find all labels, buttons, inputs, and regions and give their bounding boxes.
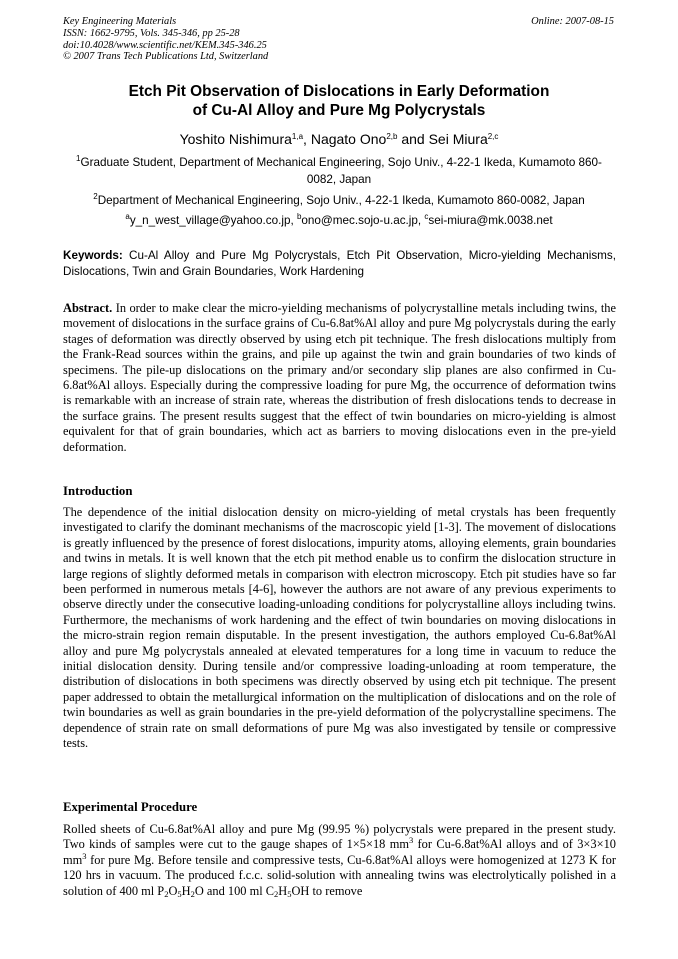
journal-metadata — [63, 16, 268, 63]
email-mark: b — [296, 212, 302, 221]
subscript: 5 — [177, 888, 182, 899]
text-run: for pure Mg. Before tensile and compressive tests, Cu-6.8at%Al alloys were homogenized at 1273 K for 120 hrs in vacuum. The produced f.c.c. solid-solution with annealing twins was electrolytically polished in a solution of 400 ml P — [63, 852, 616, 898]
author-affil-mark: 2,c — [487, 132, 499, 141]
author-affil-mark: 1,a — [291, 132, 304, 141]
title-line-2: of Cu-Al Alloy and Pure Mg Polycrystals — [192, 102, 486, 119]
paper-title — [63, 82, 615, 120]
affiliation-2 — [63, 192, 615, 209]
text-run: for Cu-6.8at%Al alloys and of 3×3×10 mm — [63, 837, 616, 867]
superscript: 3 — [82, 850, 87, 861]
email-link[interactable]: y_n_west_village@yahoo.co.jp — [129, 214, 291, 227]
email-link[interactable]: sei-miura@mk.0038.net — [428, 214, 553, 227]
affiliation-1 — [63, 154, 615, 188]
keywords-text: Cu-Al Alloy and Pure Mg Polycrystals, Etch Pit Observation, Micro-yielding Mechanisms, Dislocations, Twin and Grain Boundaries, Work Hardening — [63, 249, 616, 278]
abstract-label: Abstract. — [63, 301, 113, 315]
author-separator: and — [397, 131, 429, 147]
journal-name: Key Engineering Materials — [63, 16, 177, 27]
keywords-label: Keywords: — [63, 249, 123, 262]
author-name: Sei Miura — [428, 131, 488, 147]
title-line-1: Etch Pit Observation of Dislocations in Early Deformation — [128, 83, 550, 100]
affiliation-text: Department of Mechanical Engineering, Sojo Univ., 4-22-1 Ikeda, Kumamoto 860-0082, Japan — [97, 194, 585, 207]
abstract — [63, 301, 616, 455]
email-separator: , — [290, 214, 297, 227]
online-date: Online: 2007-08-15 — [531, 16, 614, 27]
author-affil-mark: 2,b — [386, 132, 398, 141]
subscript: 2 — [164, 888, 169, 899]
abstract-text: In order to make clear the micro-yielding mechanisms of polycrystalline metals including twins, the movement of dislocations in the surface grains of Cu-6.8at%Al alloy and pure Mg polycrystals during the early stages of deformation was directly observed by using etch pit technique. The fresh dislocations multiply from the Frank-Read sources within the grains, and pile up against the twin and grain boundaries of two kinds of specimens. The pile-up dislocations on the primary and/or secondary slip planes are also confirmed in Cu-6.8at%Al alloys. Especially during the compressive loading for pure Mg, the occurrence of deformation twins is remarkable with an increase of strain rate, whereas the distribution of fresh dislocations tends to decrease in the surface grains. The present results suggest that the effect of twin boundaries on micro-yielding is almost equivalent for that of grain boundaries, which act as barriers to moving dislocations even in the pre-yield deformation. — [63, 301, 616, 454]
affiliation-text: Graduate Student, Department of Mechanical Engineering, Sojo Univ., 4-22-1 Ikeda, Kumamoto 860-0082, Japan — [80, 156, 602, 186]
issn-line: ISSN: 1662-9795, Vols. 345-346, pp 25-28 — [63, 27, 240, 39]
email-separator: , — [417, 214, 425, 227]
author-separator: , — [303, 131, 311, 147]
email-list — [63, 212, 615, 229]
text-run: Rolled sheets of Cu-6.8at%Al alloy and pure Mg (99.95 %) polycrystals were prepared in the present study. Two kinds of samples were cut to the gauge shapes of 1×5×18 mm — [63, 822, 616, 852]
text-run: O and 100 ml C — [194, 883, 275, 898]
email-mark: a — [125, 212, 130, 221]
copyright-line: © 2007 Trans Tech Publications Ltd, Switzerland — [63, 51, 269, 63]
email-link[interactable]: ono@mec.sojo-u.ac.jp — [301, 214, 418, 227]
author-name: Yoshito Nishimura — [179, 131, 292, 147]
author-name: Nagato Ono — [310, 131, 387, 147]
text-run: H — [181, 883, 191, 898]
text-run: H — [278, 883, 288, 898]
introduction-text: The dependence of the initial dislocation density on micro-yielding of metal crystals has been frequently investigated to clarify the dominant mechanisms of the macroscopic yield [1-3]. The movement of dislocations is greatly influenced by the presence of forest dislocations, impurity atoms, alloying elements, grain boundaries and twins in metals. It is well known that the etch pit method enable us to confirm the dislocation structure in large regions of slightly deformed metals in comparison with electron microscopy. Etch pit studies have so far been performed in numerous metals [4-6], however the authors are not aware of any previous experiments to observe directly under the consecutive loading-unloading conditions for polycrystalline alloys including twins. Furthermore, the mechanisms of work hardening and the effect of twin boundaries on moving dislocations in the micro-strain region remain disputable. In the present investigation, the authors employed Cu-6.8at%Al alloy and pure Mg polycrystals annealed at elevated temperatures for a long time in vacuum to reduce the initial dislocation density. During tensile and/or compressive loading-unloading at room temperature, the distribution of dislocations in both specimens was directly observed by using etch pit technique. The present paper addressed to obtain the metallurgical information on the multiplication of dislocations and on the role of twin boundaries as well as grain boundaries in the pre-yield deformation of the polycrystalline specimens. The dependence of strain rate on small deformations of pure Mg was also investigated by tensile or compressive tests. — [63, 505, 616, 751]
email-mark: c — [424, 212, 429, 221]
superscript: 3 — [408, 835, 414, 846]
introduction-heading: Introduction — [63, 484, 133, 498]
doi-line[interactable]: doi:10.4028/www.scientific.net/KEM.345-346.25 — [63, 39, 267, 51]
affiliation-mark: 2 — [93, 192, 98, 201]
keywords — [63, 248, 616, 279]
subscript: 2 — [274, 888, 279, 899]
text-run: OH to remove — [291, 883, 363, 898]
subscript: 2 — [190, 888, 195, 899]
subscript: 5 — [287, 888, 292, 899]
experimental-text — [63, 822, 616, 899]
author-list — [63, 130, 615, 148]
text-run: O — [168, 883, 178, 898]
affiliation-mark: 1 — [76, 154, 81, 163]
experimental-heading: Experimental Procedure — [63, 800, 198, 814]
